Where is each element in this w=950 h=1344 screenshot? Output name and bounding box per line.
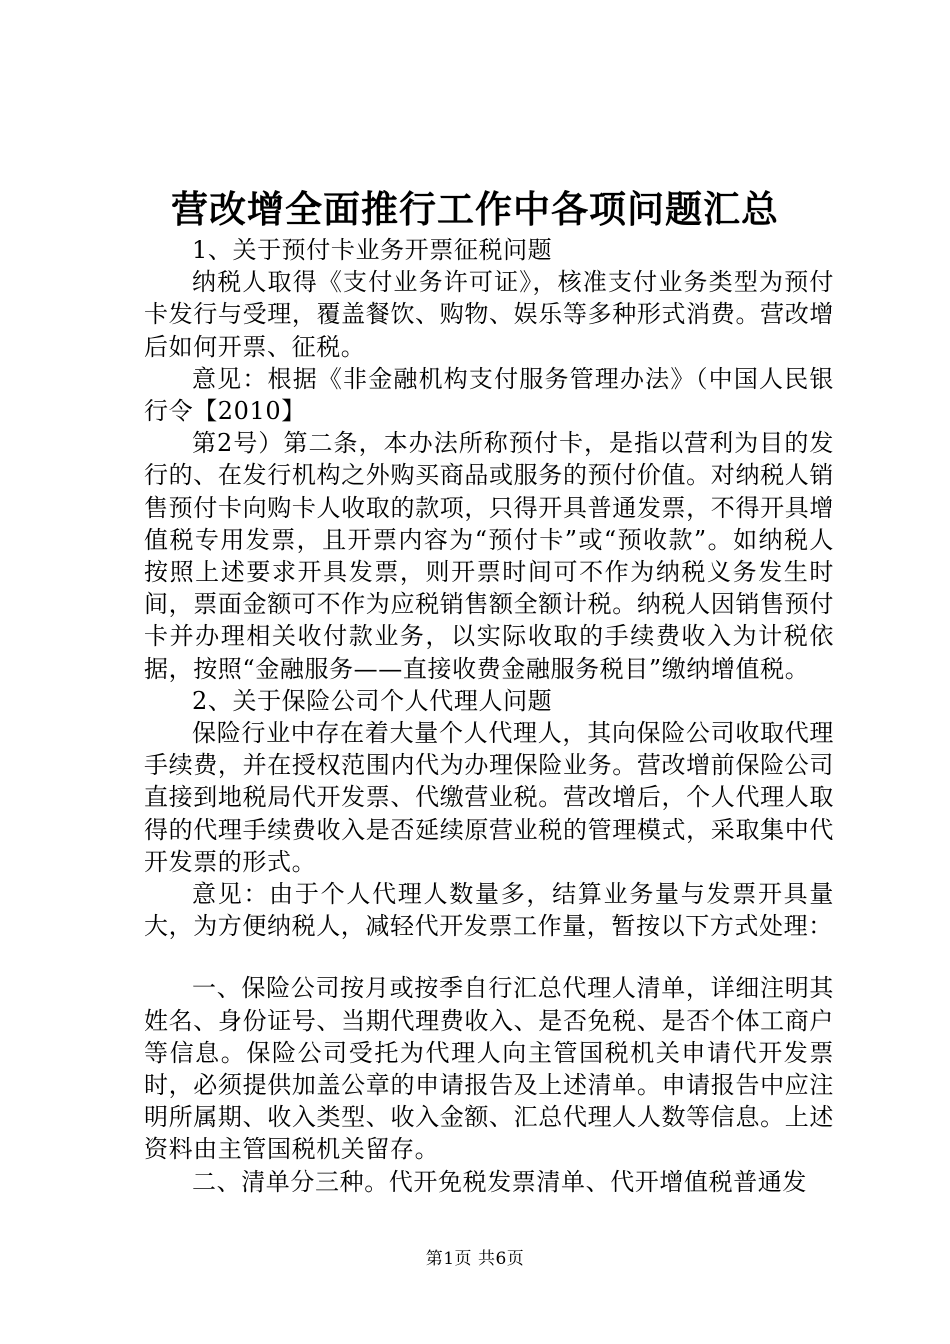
document-title: 营改增全面推行工作中各项问题汇总 <box>171 187 779 231</box>
paragraph: 纳税人取得《支付业务许可证》，核准支付业务类型为预付卡发行与受理，覆盖餐饮、购物、娱乐等多种形式消费。营改增后如何开票、征税。 <box>144 268 834 361</box>
paragraph: 第2号）第二条，本办法所称预付卡，是指以营利为目的发行的、在发行机构之外购买商品或服务的预付价值。对纳税人销售预付卡向购卡人收取的款项，只得开具普通发票，不得开具增值税专用发票，且开票内容为“预付卡”或“预收款”。如纳税人按照上述要求开具发票，则开票时间可不作为纳税义务发生时间，票面金额可不作为应税销售额全额计税。纳税人因销售预付卡并办理相关收付款业务，以实际收取的手续费收入为计税依据，按照“金融服务——直接收费金融服务税目”缴纳增值税。 <box>144 429 834 683</box>
page-footer: 第1页 共6页 <box>425 1249 525 1269</box>
paragraph: 一、保险公司按月或按季自行汇总代理人清单，详细注明其姓名、身份证号、当期代理费收入、是否免税、是否个体工商户等信息。保险公司受托为代理人向主管国税机关申请代开发票时，必须提供加盖公章的申请报告及上述清单。申请报告中应注明所属期、收入类型、收入金额、汇总代理人人数等信息。上述资料由主管国税机关留存。 <box>144 974 834 1164</box>
paragraph: 意见：根据《非金融机构支付服务管理办法》（中国人民银行令【2010】 <box>144 364 834 426</box>
section-heading-1: 1、关于预付卡业务开票征税问题 <box>192 236 553 264</box>
paragraph: 二、清单分三种。代开免税发票清单、代开增值税普通发 <box>192 1167 807 1196</box>
document-body <box>144 234 834 1198</box>
paragraph: 意见：由于个人代理人数量多，结算业务量与发票开具量大，为方便纳税人，减轻代开发票工作量，暂按以下方式处理： <box>144 880 834 941</box>
paragraph: 保险行业中存在着大量个人代理人，其向保险公司收取代理手续费，并在授权范围内代为办理保险业务。营改增前保险公司直接到地税局代开发票、代缴营业税。营改增后，个人代理人取得的代理手续费收入是否延续原营业税的管理模式，采取集中代开发票的形式。 <box>144 719 834 876</box>
blank-line <box>144 942 834 972</box>
section-heading-2: 2、关于保险公司个人代理人问题 <box>192 686 553 715</box>
